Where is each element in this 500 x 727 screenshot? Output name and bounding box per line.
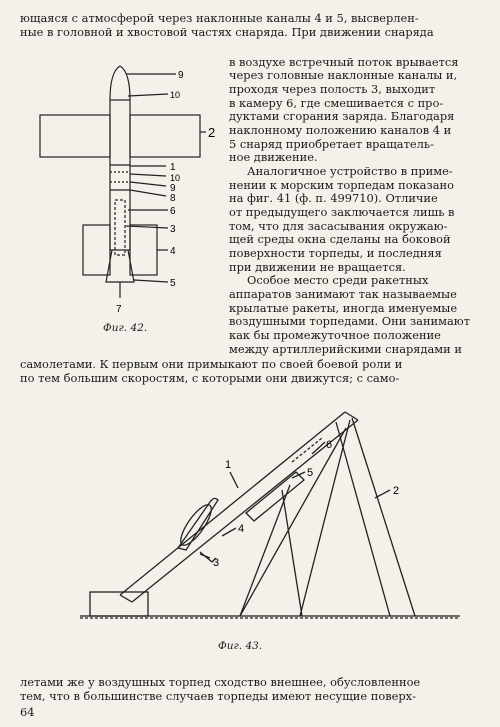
fig42-label: 7 — [116, 304, 122, 315]
text-line: через головные наклонные каналы и, — [229, 68, 458, 82]
fig43-label: 6 — [326, 439, 333, 451]
fig42-label: 8 — [170, 193, 176, 204]
fig42-label: 3 — [170, 224, 176, 235]
text-line: ное движение. — [229, 150, 318, 164]
text-line: тем, что в большинстве случаев торпеды имеют несущие поверх- — [20, 689, 416, 703]
fig42-label: 9 — [178, 70, 184, 81]
text-line: воздушными торпедами. Они занимают — [229, 314, 470, 328]
fig42-diagram — [28, 60, 223, 320]
fig42-label: 10 — [170, 90, 181, 100]
text-line: по тем большим скоростям, с которыми они движутся; с само- — [20, 371, 400, 385]
text-line: ные в головной и хвостовой частях снаряда. При движении снаряда — [20, 25, 434, 39]
text-line: летами же у воздушных торпед сходство внешнее, обусловленное — [20, 675, 421, 689]
text-line: самолетами. К первым они примыкают по своей боевой роли и — [20, 357, 403, 371]
fig42-label: 9 — [170, 183, 176, 194]
text-line: том, что для засасывания окружаю- — [229, 219, 448, 233]
text-line: в воздухе встречный поток врывается — [229, 55, 459, 69]
text-line: крылатые ракеты, иногда именуемые — [229, 301, 458, 315]
text-line: в камеру 6, где смешивается с про- — [229, 96, 444, 110]
fig43-label: 5 — [307, 467, 314, 479]
fig43-caption: Фиг. 43. — [218, 640, 263, 652]
text-line: поверхности торпеды, и последняя — [229, 246, 442, 260]
text-line: от предыдущего заключается лишь в — [229, 205, 455, 219]
text-line: наклонному положению каналов 4 и — [229, 123, 452, 137]
fig43-diagram — [60, 390, 480, 630]
text-line: щей среды окна сделаны на боковой — [229, 232, 451, 246]
fig43-label: 1 — [225, 459, 232, 471]
fig43-label: 3 — [213, 557, 220, 569]
fig42-label: 6 — [170, 206, 176, 217]
text-line: 5 снаряд приобретает вращатель- — [229, 137, 434, 151]
fig43-label: 4 — [238, 523, 245, 535]
text-line: между артиллерийскими снарядами и — [229, 342, 462, 356]
text-line: аппаратов занимают так называемые — [229, 287, 457, 301]
fig43-label: 2 — [393, 485, 400, 497]
text-line: дуктами сгорания заряда. Благодаря — [229, 109, 455, 123]
fig42-label: 10 — [170, 173, 181, 183]
text-line: ющаяся с атмосферой через наклонные каналы 4 и 5, высверлен- — [20, 11, 419, 25]
fig42-caption: Фиг. 42. — [103, 322, 148, 334]
page-number: 64 — [20, 705, 35, 719]
fig42-label: 1 — [170, 162, 176, 173]
text-line: проходя через полость 3, выходит — [229, 82, 436, 96]
text-line: Особое место среди ракетных — [247, 273, 429, 287]
text-line: нении к морским торпедам показано — [229, 178, 454, 192]
text-line: Аналогичное устройство в приме- — [247, 164, 453, 178]
fig42-label: 4 — [170, 246, 176, 257]
fig42-label: 5 — [170, 278, 176, 289]
text-line: при движении не вращается. — [229, 260, 406, 274]
text-line: как бы промежуточное положение — [229, 328, 441, 342]
text-line: на фиг. 41 (ф. п. 499710). Отличие — [229, 191, 438, 205]
fig42-label: 2 — [208, 125, 216, 140]
